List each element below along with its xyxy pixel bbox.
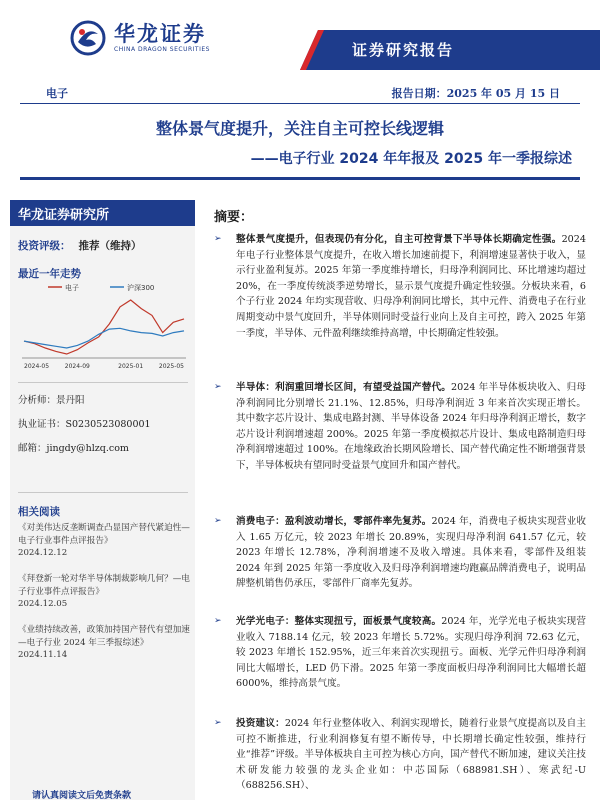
divider-thick [20,177,580,180]
sidebar [10,200,195,800]
bullet-lead: 半导体：利润重回增长区间，有望受益国产替代。 [236,382,452,393]
summary-bullet [214,514,586,592]
bullet-body: 2024 年半导体板块收入、归母净利润同比分别增长 21.1%、12.85%，归母净利润近 3 年来首次实现正增长。其中数字芯片设计、集成电路封测、半导体设备 2024 年归母净利润正增长，数字芯片设计利润增速超 200%。2025 年第一季度模拟芯片设计、集成电路制造归母净利润增速超过 100%。在地缘政治长期风险增长、国产替代确定性不断增强背景下，半导体板块有望同时受益景气度回升和国产替代。 [236,382,587,471]
meta-row [0,82,600,104]
dragon-logo-icon [70,20,106,56]
trend-chart-title: 最近一年走势 [18,268,81,280]
related-report-link[interactable] [18,573,190,611]
related-reading-title: 相关阅读 [18,506,60,518]
institute-heading: 华龙证券研究所 [10,200,195,226]
investment-rating [18,238,142,253]
bullet-body: 2024 年行业整体收入、利润实现增长，随着行业景气度提高以及自主可控不断推进，行业利润修复有望不断传导，中长期增长确定性较强，维持行业“推荐”评级。半导体板块自主可控为核心方向，国产替代不断加速，建议关注技术研发能力较强的龙头企业如：中芯国际（688981.SH）、寒武纪-U（688256.SH）、 [236,718,587,792]
related-report-date: 2024.11.14 [18,650,68,660]
report-header [0,0,600,80]
analyst-name: 分析师：景丹阳 [18,395,85,406]
related-report-link[interactable] [18,624,190,662]
series-line-csi300 [24,328,184,348]
bullet-text [214,514,586,592]
divider [18,492,188,493]
report-date: 报告日期：2025 年 05 月 15 日 [391,87,560,100]
summary-bullet [214,232,586,341]
summary-bullet [214,380,586,474]
divider [20,103,580,104]
legend-label: 电子 [65,284,79,292]
bullet-body: 2024 年电子行业整体景气度提升，在收入增长加速前提下，利润增速显著快于收入，显示行业盈利复苏。2025 年第一季度维持增长，归母净利润同比、环比增速均超过 20%，在一季度传统淡季逆势增长，显示景气度提升确定性较强。分板块来看，6 个子行业 2024 年均实现营收、归母净利润同比增长，其中元件、消费电子在行业周期变动中景气度回升，半导体则同时受益行业向上及自主可控，跨入 2025 年第一季度，半导体、元件盈利继续维持高增，中长期确定性较强。 [236,234,586,339]
x-tick-label: 2024-05 [24,363,50,370]
company-logo [70,16,220,60]
arrow-bullet-icon: ➢ [214,616,222,626]
bullet-text [214,380,586,474]
divider [18,382,188,383]
page-subtitle: ——电子行业 2024 年年报及 2025 年一季报综述 [250,151,572,167]
related-report-link[interactable] [18,522,190,560]
summary-bullet [214,614,586,692]
related-report-date: 2024.12.12 [18,548,68,558]
bullet-lead: 光学光电子：整体实现扭亏，面板景气度较高。 [236,616,442,627]
analyst-certificate: 执业证书：S0230523080001 [18,419,151,430]
bullet-text [214,614,586,692]
bullet-text [214,716,586,794]
related-report-date: 2024.12.05 [18,599,68,609]
report-type-label: 证券研究报告 [352,41,455,59]
summary-bullet [214,716,586,794]
x-tick-label: 2025-01 [118,363,144,370]
disclaimer-notice: 请认真阅读文后免责条款 [32,791,132,800]
logo-chinese-name: 华龙证券 [114,22,206,46]
bullet-body: 2024 年，光学光电子板块实现营业收入 7188.14 亿元，较 2023 年增长 5.72%。实现归母净利润 72.63 亿元，较 2023 年增长 152.95%，近三年来首次实现扭亏。面板、光学元件归母净利润同比大幅增长，LED 仍下滑。2025 年第一季度面板归母净利润同比大幅增长超 6000%，维持高景气度。 [236,616,586,690]
arrow-bullet-icon: ➢ [214,718,222,728]
x-tick-label: 2025-05 [158,363,184,370]
rating-label: 投资评级： [18,240,71,252]
sector-label: 电子 [46,87,68,100]
related-report-title: 《拜登新一轮对华半导体制裁影响几何？—电子行业事件点评报告》 [18,574,190,597]
bullet-body: 2024 年，消费电子板块实现营业收入 1.65 万亿元，较 2023 年增长 20.89%，实现归母净利润 641.57 亿元，较 2023 年增长 12.78%，净利润增速不及收入增速。具体来看，零部件及组装 2024 年到 2025 年第一季度收入及归母净利润增速均跑赢品牌消费电子，说明品牌整机销售仍承压，零部件厂商率先复苏。 [236,516,587,590]
logo-english-name: CHINA DRAGON SECURITIES [114,46,210,53]
bullet-lead: 投资建议： [236,718,285,729]
related-report-title: 《业绩持续改善，政策加持国产替代有望加速—电子行业 2024 年三季报综述》 [18,625,190,648]
analyst-email[interactable]: 邮箱：jingdy@hlzq.com [18,443,129,454]
series-line-electronics [24,300,184,354]
x-tick-label: 2024-09 [64,363,90,370]
bullet-lead: 消费电子：盈利波动增长，零部件率先复苏。 [236,516,432,527]
abstract-heading: 摘要： [214,210,254,225]
arrow-bullet-icon: ➢ [214,382,222,392]
trend-chart [14,280,192,372]
rating-value: 推荐（维持） [78,240,142,252]
related-report-title: 《对美伟达反垄断调查凸显国产替代紧迫性—电子行业事件点评报告》 [18,523,190,546]
legend-label: 沪深300 [127,284,155,292]
bullet-lead: 整体景气度提升，但表现仍有分化，自主可控背景下半导体长期确定性强。 [236,234,562,245]
page-title: 整体景气度提升，关注自主可控长线逻辑 [155,119,444,138]
arrow-bullet-icon: ➢ [214,234,222,244]
bullet-text [214,232,586,341]
arrow-bullet-icon: ➢ [214,516,222,526]
